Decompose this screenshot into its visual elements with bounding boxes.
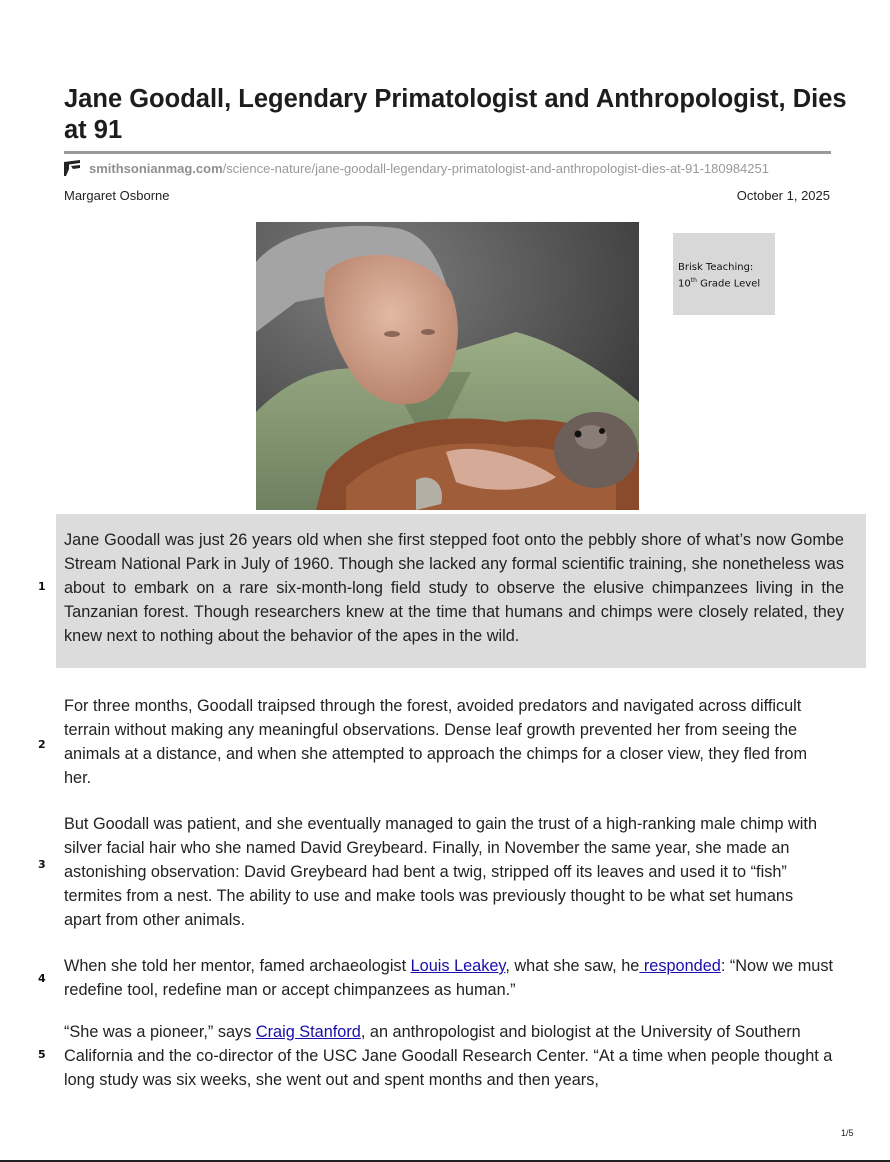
paragraph-4: When she told her mentor, famed archaeologist Louis Leakey, what she saw, he responded: “Now we must redefine tool, redefine man or accept chimpanzees as human.” [64,957,833,999]
source-path: /science-nature/jane-goodall-legendary-primatologist-and-anthropologist-dies-at-91-180984251 [222,161,769,176]
paragraph-1: Jane Goodall was just 26 years old when she first stepped foot onto the pebbly shore of what’s now Gombe Stream National Park in July of 1960. Though she lacked any formal scientific training, she nonetheless was about to embark on a rare six-month-long field study to observe the elusive chimpanzees living in the Tanzanian forest. Though researchers knew at the time that humans and chimps were closely related, they knew next to nothing about the behavior of the apes in the wild. [64,531,844,645]
article-title: Jane Goodall, Legendary Primatologist and Anthropologist, Dies at 91 [64,85,847,144]
source-line[interactable] [64,160,769,176]
paragraph-number: 2 [38,738,46,751]
publish-date: October 1, 2025 [736,188,830,203]
title-divider [64,151,831,154]
badge-title: Brisk Teaching: [678,262,754,273]
paragraph-number: 1 [38,580,46,593]
craig-stanford-link[interactable]: Craig Stanford [255,1023,361,1041]
paragraph-number: 5 [38,1048,46,1061]
article-photo [256,222,639,510]
page-number: 1/5 [841,1128,854,1138]
smithsonian-logo-icon [64,160,82,176]
author-name: Margaret Osborne [64,188,170,203]
grade-level-badge [673,233,775,315]
louis-leakey-link[interactable]: Louis Leakey [410,957,506,975]
responded-link[interactable]: responded [639,957,721,975]
source-host: smithsonianmag.com [89,161,223,176]
paragraph-number: 4 [38,972,46,985]
paragraph-5: “She was a pioneer,” says Craig Stanford, an anthropologist and biologist at the University of Southern California and the co-director of the USC Jane Goodall Research Center. “At a time when people thought a long study was six weeks, she went out and spent months and then years, [64,1023,833,1089]
badge-grade: 10th Grade Level [678,277,761,290]
paragraph-number: 3 [38,858,46,871]
paragraph-3: But Goodall was patient, and she eventually managed to gain the trust of a high-ranking male chimp with silver facial hair who she named David Greybeard. Finally, in November the same year, she made an astonishing observation: David Greybeard had bent a twig, stripped off its leaves and used it to “fish” termites from a nest. The ability to use and make tools was previously thought to be what set humans apart from other animals. [64,815,817,929]
paragraph-2: For three months, Goodall traipsed through the forest, avoided predators and navigated across difficult terrain without making any meaningful observations. Dense leaf growth prevented her from seeing the animals at a distance, and when she attempted to approach the chimps for a closer view, they fled from her. [64,697,808,787]
